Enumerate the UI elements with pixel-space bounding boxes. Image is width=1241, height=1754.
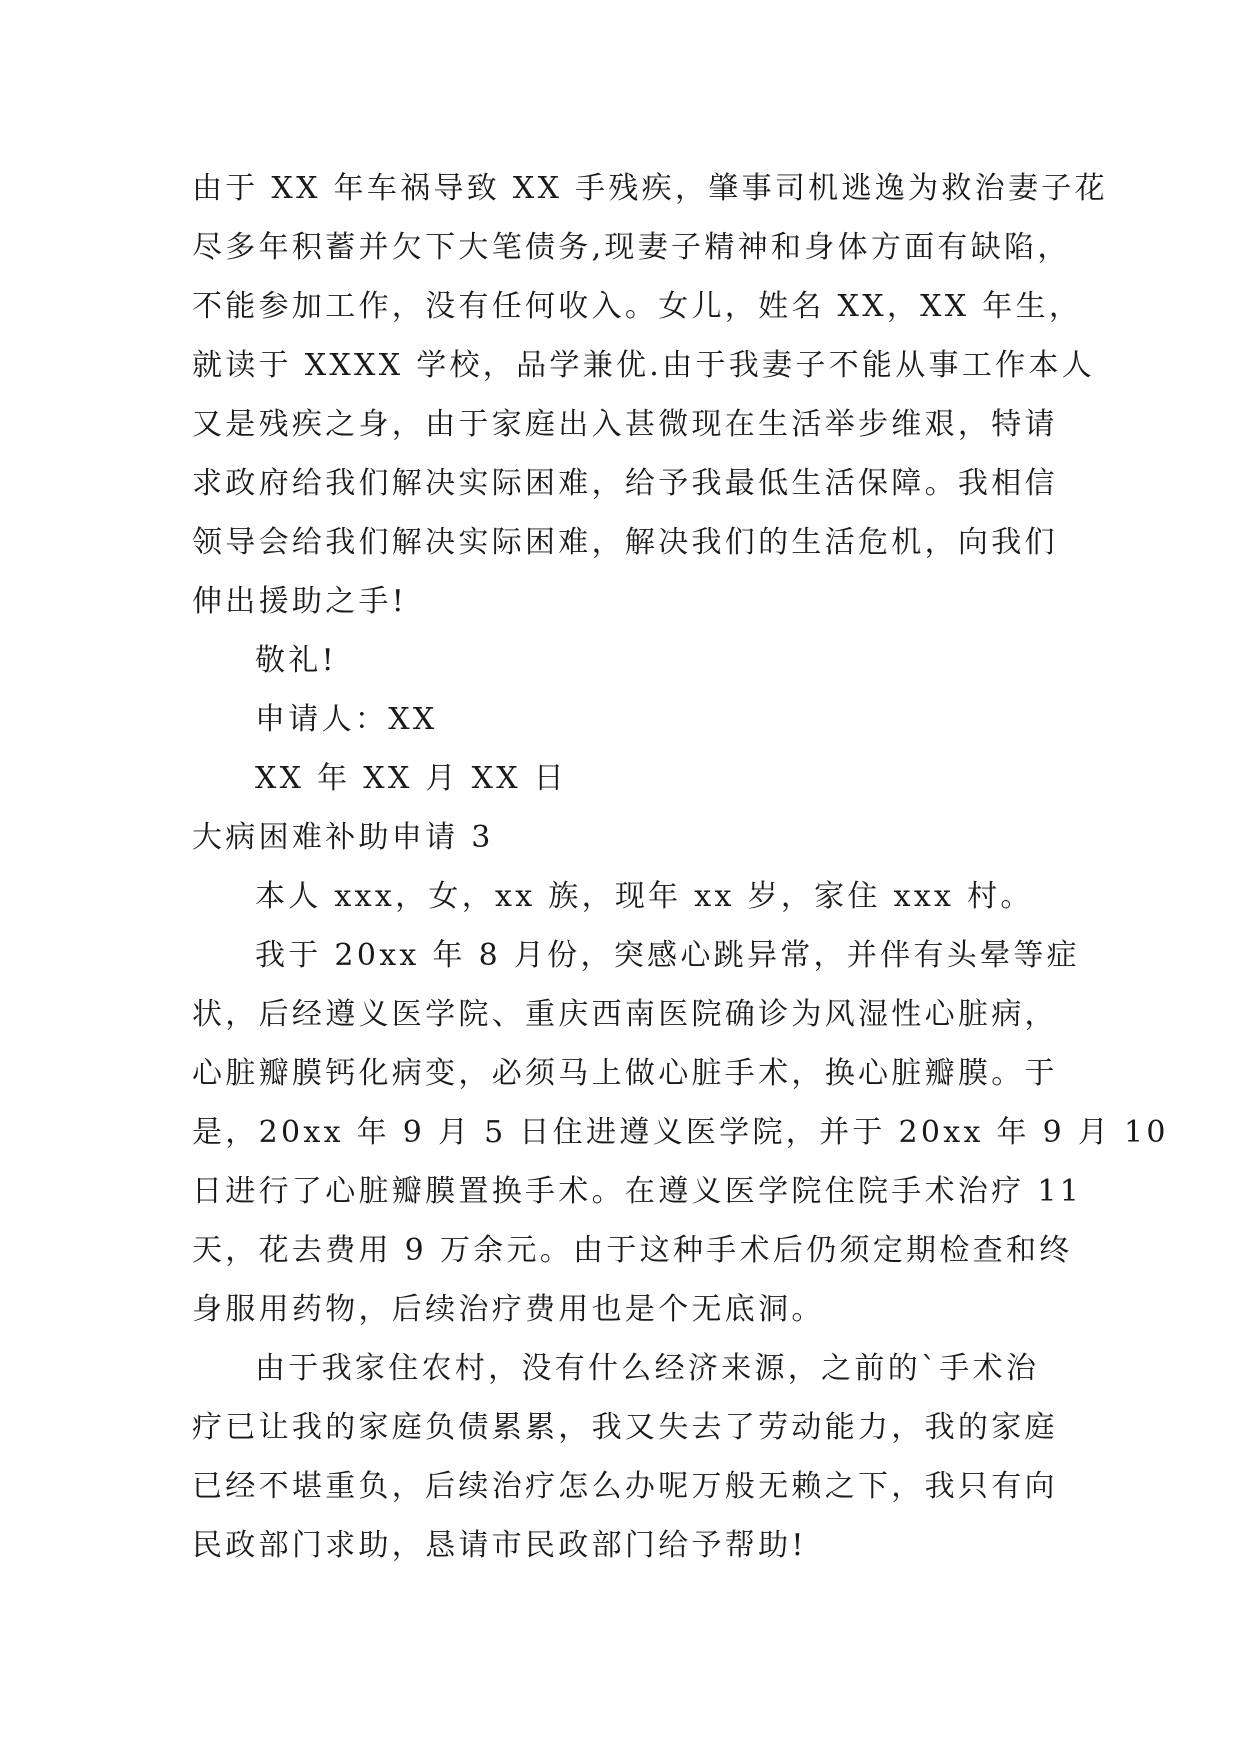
paragraph-line: 我于 20xx 年 8 月份，突感心跳异常，并伴有头晕等症 xyxy=(255,938,1080,973)
paragraph-line: 天，花去费用 9 万余元。由于这种手术后仍须定期检查和终 xyxy=(192,1233,1073,1268)
paragraph-line: 本人 xxx，女，xx 族，现年 xx 岁，家住 xxx 村。 xyxy=(255,879,1034,914)
paragraph-line: 伸出援助之手! xyxy=(192,584,408,619)
paragraph-line: 状，后经遵义医学院、重庆西南医院确诊为风湿性心脏病， xyxy=(192,997,1058,1032)
paragraph-line: 心脏瓣膜钙化病变，必须马上做心脏手术，换心脏瓣膜。于 xyxy=(192,1056,1058,1091)
paragraph-line: 领导会给我们解决实际困难，解决我们的生活危机，向我们 xyxy=(192,525,1058,560)
paragraph-line: 身服用药物，后续治疗费用也是个无底洞。 xyxy=(192,1292,825,1327)
closing-salutation: 敬礼! xyxy=(255,643,337,678)
paragraph-line: 疗已让我的家庭负债累累，我又失去了劳动能力，我的家庭 xyxy=(192,1410,1058,1445)
paragraph-line: 已经不堪重负，后续治疗怎么办呢万般无赖之下，我只有向 xyxy=(192,1469,1058,1504)
paragraph-line: 日进行了心脏瓣膜置换手术。在遵义医学院住院手术治疗 11 xyxy=(192,1174,1083,1209)
paragraph-line: 由于我家住农村，没有什么经济来源，之前的`手术治 xyxy=(255,1351,1040,1386)
date-line: XX 年 XX 月 XX 日 xyxy=(255,761,568,796)
paragraph-line: 不能参加工作，没有任何收入。女儿，姓名 XX，XX 年生， xyxy=(192,289,1083,324)
paragraph-line: 就读于 XXXX 学校，品学兼优.由于我妻子不能从事工作本人 xyxy=(192,348,1096,383)
paragraph-line: 求政府给我们解决实际困难，给予我最低生活保障。我相信 xyxy=(192,466,1058,501)
applicant-line: 申请人：XX xyxy=(255,702,438,737)
paragraph-line: 是，20xx 年 9 月 5 日住进遵义医学院，并于 20xx 年 9 月 10 xyxy=(192,1115,1169,1150)
paragraph-line: 尽多年积蓄并欠下大笔债务,现妻子精神和身体方面有缺陷， xyxy=(192,230,1071,265)
paragraph-line: 由于 XX 年车祸导致 XX 手残疾，肇事司机逃逸为救治妻子花 xyxy=(192,171,1108,206)
paragraph-line: 民政部门求助，恳请市民政部门给予帮助! xyxy=(192,1528,807,1563)
section-title: 大病困难补助申请 3 xyxy=(192,820,494,855)
paragraph-line: 又是残疾之身，由于家庭出入甚微现在生活举步维艰，特请 xyxy=(192,407,1058,442)
